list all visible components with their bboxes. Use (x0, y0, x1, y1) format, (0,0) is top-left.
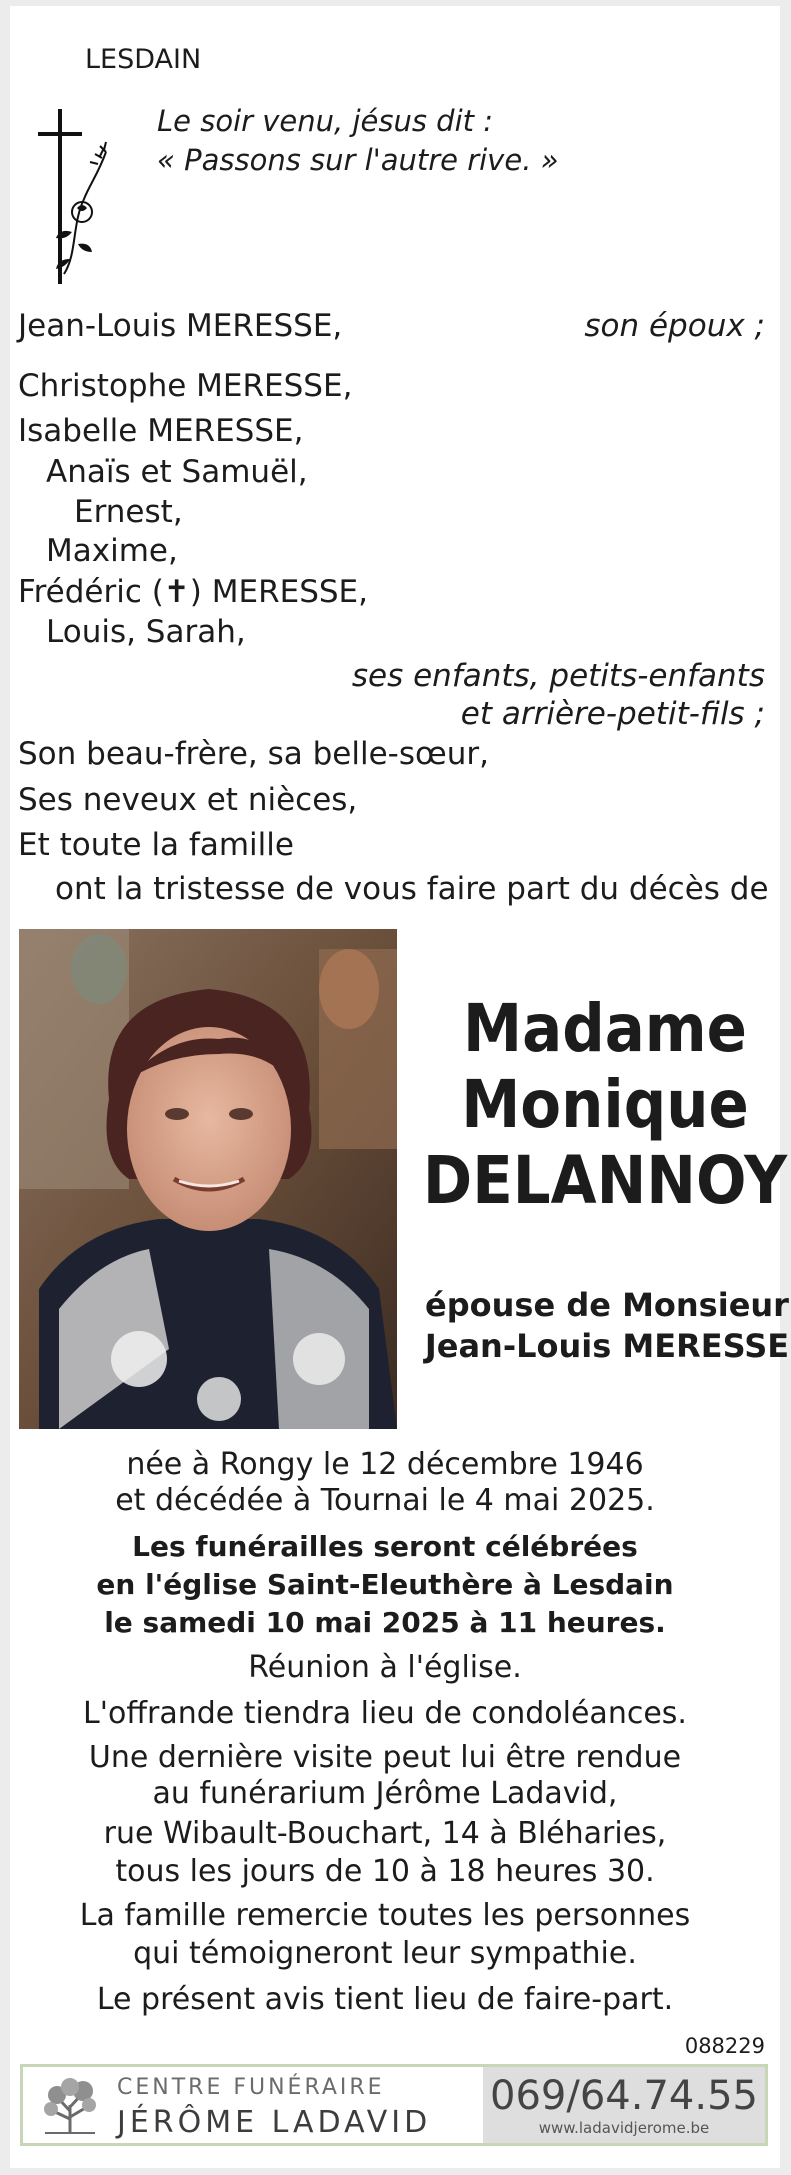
family-other: Son beau-frère, sa belle-sœur, (18, 736, 489, 772)
family-member: Louis, Sarah, (46, 614, 246, 650)
verse-line: Le soir venu, jésus dit : (157, 104, 494, 138)
children-role: et arrière-petit-fils ; (460, 696, 765, 732)
funeral-home-banner (20, 2064, 768, 2146)
visit-info: au funérarium Jérôme Ladavid, (152, 1776, 618, 1811)
family-member: Ernest, (74, 494, 183, 530)
meeting-info: Réunion à l'église. (248, 1650, 522, 1685)
family-member: Christophe MERESSE, (18, 368, 353, 404)
deceased-last-name: DELANNOY (422, 1142, 788, 1219)
visit-info: rue Wibault-Bouchart, 14 à Bléharies, (103, 1816, 667, 1851)
family-member: Maxime, (46, 533, 178, 569)
deceased-spouse-line: Jean-Louis MERESSE (424, 1327, 790, 1365)
announcement: ont la tristesse de vous faire part du décès de (55, 871, 769, 907)
spouse-name: Jean-Louis MERESSE, (18, 308, 343, 344)
birth-info: née à Rongy le 12 décembre 1946 (126, 1447, 644, 1482)
thanks-info: qui témoigneront leur sympathie. (133, 1936, 637, 1971)
contact-panel (483, 2067, 765, 2143)
thanks-info: La famille remercie toutes les personnes (79, 1898, 691, 1933)
verse-line: « Passons sur l'autre rive. » (157, 143, 559, 177)
funeral-info: Les funérailles seront célébrées (132, 1530, 638, 1563)
death-info: et décédée à Tournai le 4 mai 2025. (115, 1483, 655, 1518)
funeral-info: le samedi 10 mai 2025 à 11 heures. (104, 1606, 666, 1639)
spouse-role: son époux ; (584, 308, 765, 344)
visit-info: Une dernière visite peut lui être rendue (88, 1740, 682, 1775)
offering-info: L'offrande tiendra lieu de condoléances. (83, 1696, 687, 1731)
family-other: Ses neveux et nièces, (18, 782, 358, 818)
reference-number: 088229 (684, 2034, 765, 2058)
deceased-first-name: Monique (461, 1066, 749, 1143)
funeral-home-label: CENTRE FUNÉRAIRE (117, 2075, 385, 2100)
children-role: ses enfants, petits-enfants (351, 658, 765, 694)
location-label: LESDAIN (85, 44, 202, 75)
family-member: Frédéric (✝) MERESSE, (18, 574, 368, 610)
notice-info: Le présent avis tient lieu de faire-part. (96, 1982, 674, 2017)
cross-with-flower-icon (32, 104, 112, 294)
portrait-photo (19, 929, 397, 1429)
family-member: Anaïs et Samuël, (46, 454, 308, 490)
family-other: Et toute la famille (18, 827, 294, 863)
funeral-info: en l'église Saint-Eleuthère à Lesdain (96, 1568, 674, 1601)
funeral-home-name: JÉRÔME LADAVID (117, 2105, 432, 2140)
website-link[interactable]: www.ladavidjerome.be (538, 2119, 710, 2137)
visit-info: tous les jours de 10 à 18 heures 30. (115, 1854, 655, 1889)
deceased-spouse-line: épouse de Monsieur (425, 1286, 789, 1324)
obituary-notice (10, 6, 790, 2168)
verse-quote (157, 102, 559, 180)
family-member: Isabelle MERESSE, (18, 413, 304, 449)
tree-logo-icon (37, 2077, 103, 2135)
phone-number[interactable]: 069/64.74.55 (490, 2073, 758, 2119)
deceased-name-title: Madame (463, 990, 747, 1067)
